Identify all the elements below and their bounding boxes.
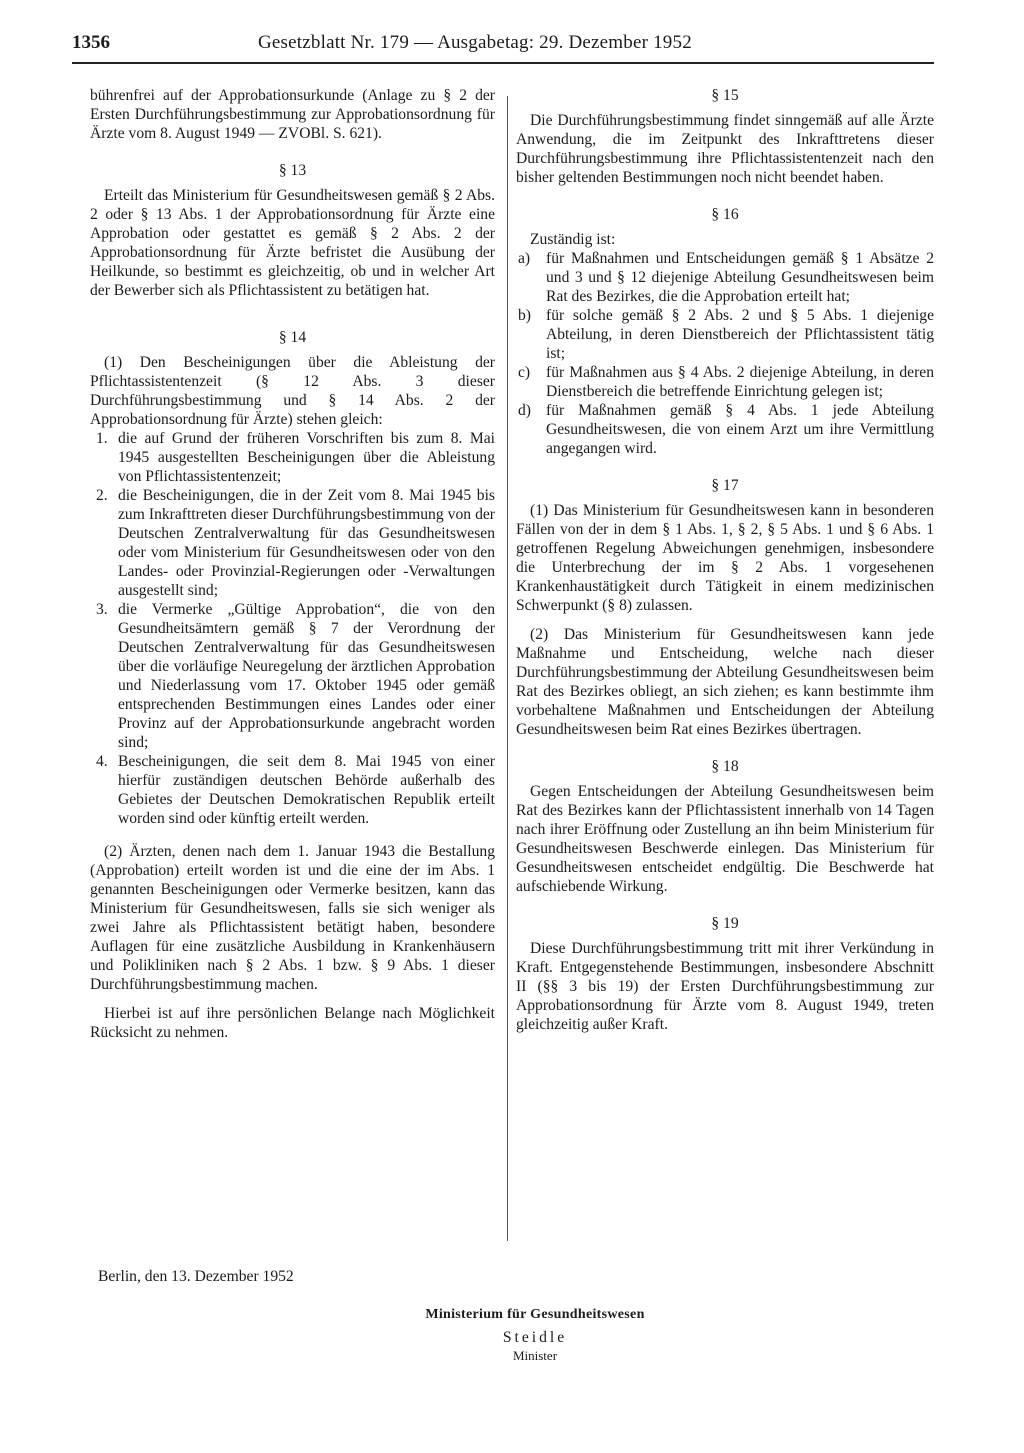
section-19-text: Diese Durchführungsbestimmung tritt mit ihrer Verkündung in Kraft. Entgegenstehende Bestimmungen, insbesondere Abschnitt II (§§ 3 bis 19) der Ersten Durchführungsbestimmung zur Approbationsordnung für Ärzte vom 8. August 1949, treten gleichzeitig außer Kraft. — [516, 940, 934, 1033]
date-line: Berlin, den 13. Dezember 1952 — [98, 1268, 294, 1285]
section-18-heading: § 18 — [711, 758, 739, 775]
section-14-paragraph-3: Hierbei ist auf ihre persönlichen Belange nach Möglichkeit Rücksicht zu nehmen. — [90, 1005, 495, 1041]
list-marker: d) — [518, 402, 531, 419]
section-17-paragraph-1: (1) Das Ministerium für Gesundheitswesen kann in besonderen Fällen von der in dem § 1 Abs. 1, § 2, § 5 Abs. 1 und § 6 Abs. 1 getroffenen Regelung Abweichungen genehmigen, insbesondere die Unterbrechung der im § 2 Abs. 1 vorgesehenen Krankenhaustätigkeit durch Tätigkeit in einem medizinischen Schwerpunkt (§ 8) zulassen. — [516, 502, 934, 614]
list-item-text: die auf Grund der früheren Vorschriften bis zum 8. Mai 1945 ausgestellten Bescheinigungen über die Ableistung von Pflichtassistentenzeit; — [118, 430, 495, 485]
list-item-text: für Maßnahmen aus § 4 Abs. 2 diejenige Abteilung, in deren Dienstbereich die betreffende Einrichtung gelegen ist; — [546, 364, 934, 400]
section-14-intro: (1) Den Bescheinigungen über die Ableistung der Pflichtassistentenzeit (§ 12 Abs. 3 dieser Durchführungsbestimmung und § 14 Abs. 2 der Approbationsordnung für Ärzte) stehen gleich: — [90, 354, 495, 428]
list-item-text: die Vermerke „Gültige Approbation“, die von den Gesundheitsämtern gemäß § 7 der Verordnung der Deutschen Zentralverwaltung für das Gesundheitswesen über die vorläufige Neuregelung der ärztlichen Approbation und Niederlassung vom 17. Oktober 1945 oder gemäß entsprechenden Bestimmungen eines Landes oder einer Provinz auf der Approbationsurkunde angebracht worden sind; — [118, 601, 495, 751]
section-17-heading: § 17 — [711, 477, 739, 494]
list-marker: c) — [518, 364, 531, 381]
list-item — [90, 486, 495, 600]
right-column — [516, 86, 934, 1034]
section-17-paragraph-2: (2) Das Ministerium für Gesundheitswesen kann jede Maßnahme und Entscheidung, welche nach dieser Durchführungsbestimmung der Abteilung Gesundheitswesen beim Rat des Bezirkes obliegt, an sich ziehen; es kann bestimmte ihm vorbehaltene Maßnahmen und Entscheidungen der Abteilung Gesundheitswesen beim Rat eines Bezirkes übertragen. — [516, 626, 934, 738]
section-16-intro: Zuständig ist: — [530, 231, 616, 248]
issue-line: Gesetzblatt Nr. 179 — Ausgabetag: 29. Dezember 1952 — [258, 32, 692, 53]
column-divider — [507, 96, 508, 1241]
list-marker: b) — [518, 307, 531, 324]
list-item — [516, 401, 934, 458]
page-header — [72, 28, 934, 64]
list-marker: a) — [518, 250, 531, 267]
ministry-name: Ministerium für Gesundheitswesen — [425, 1307, 645, 1322]
section-14-list — [90, 429, 495, 828]
section-19-heading: § 19 — [711, 915, 739, 932]
list-item — [90, 752, 495, 828]
signatory-title: Minister — [512, 1348, 558, 1363]
section-15-text: Die Durchführungsbestimmung findet sinngemäß auf alle Ärzte Anwendung, die im Zeitpunkt des Inkrafttretens dieser Durchführungsbestimmung ihre Pflichtassistentenzeit nach den bisher geltenden Bestimmungen noch nicht beendet haben. — [516, 112, 934, 186]
page-number: 1356 — [72, 32, 110, 53]
list-item-text: die Bescheinigungen, die in der Zeit vom 8. Mai 1945 bis zum Inkrafttreten dieser Durchführungsbestimmung von der Deutschen Zentralverwaltung für das Gesundheitswesen oder vom Ministerium für Gesundheitswesen oder von den Landes- oder Provinzial-Regierungen oder -Verwaltungen ausgestellt sind; — [118, 487, 495, 599]
list-marker: 3. — [96, 601, 108, 618]
section-14-paragraph-2: (2) Ärzten, denen nach dem 1. Januar 1943 die Bestallung (Approbation) erteilt worden ist und die eine der im Abs. 1 genannten Bescheinigungen oder Vermerke besitzen, kann das Ministerium für Gesundheitswesen, falls sie sich weniger als zwei Jahre als Pflichtassistent betätigt haben, besondere Auflagen für eine zusätzliche Ausbildung in Krankenhäusern und Polikliniken nach § 2 Abs. 1 bzw. § 9 Abs. 1 dieser Durchführungsbestimmung machen. — [90, 843, 495, 993]
section-16-list — [516, 249, 934, 458]
signature-block — [320, 1307, 750, 1364]
section-16-heading: § 16 — [711, 206, 739, 223]
section-13-heading: § 13 — [278, 162, 307, 179]
list-marker: 4. — [96, 753, 108, 770]
list-item-text: Bescheinigungen, die seit dem 8. Mai 1945 von einer hierfür zuständigen deutschen Behörde außerhalb des Gebietes der Deutschen Demokratischen Republik erteilt worden sind oder künftig erteilt werden. — [118, 753, 495, 827]
list-item — [516, 249, 934, 306]
list-item-text: für Maßnahmen und Entscheidungen gemäß § 1 Absätze 2 und 3 und § 12 diejenige Abteilung Gesundheitswesen beim Rat des Bezirkes, die die Approbation erteilt hat; — [546, 250, 934, 305]
left-column — [90, 86, 495, 1042]
section-13-text: Erteilt das Ministerium für Gesundheitswesen gemäß § 2 Abs. 2 oder § 13 Abs. 1 der Approbationsordnung für Ärzte eine Approbation oder gestattet es gemäß § 2 Abs. 2 der Approbationsordnung für Ärzte befristet die Ausübung der Heilkunde, so bestimmt es gleichzeitig, ob und in welcher Art der Bewerber sich als Pflichtassistent zu betätigen hat. — [90, 187, 495, 299]
list-item-text: für solche gemäß § 2 Abs. 2 und § 5 Abs. 1 diejenige Abteilung, in deren Dienstbereich der Pflichtassistent tätig ist; — [546, 307, 934, 362]
list-item — [90, 600, 495, 752]
list-item — [516, 363, 934, 401]
list-item — [90, 429, 495, 486]
list-marker: 1. — [96, 430, 108, 447]
list-marker: 2. — [96, 487, 108, 504]
section-18-text: Gegen Entscheidungen der Abteilung Gesundheitswesen beim Rat des Bezirkes kann der Pflichtassistent innerhalb von 14 Tagen nach ihrer Eröffnung oder Zustellung an ihn beim Ministerium für Gesundheitswesen Beschwerde einlegen. Das Ministerium für Gesundheitswesen entscheidet endgültig. Die Beschwerde hat aufschiebende Wirkung. — [516, 783, 934, 895]
list-item-text: für Maßnahmen gemäß § 4 Abs. 1 jede Abteilung Gesundheitswesen, die von einem Arzt um ihre Vermittlung angegangen wird. — [546, 402, 934, 457]
list-item — [516, 306, 934, 363]
continuation-paragraph: bührenfrei auf der Approbationsurkunde (Anlage zu § 2 der Ersten Durchführungsbestimmung zur Approbationsordnung für Ärzte vom 8. August 1949 — ZVOBl. S. 621). — [90, 87, 495, 142]
section-14-heading: § 14 — [278, 329, 307, 346]
signatory-name: Steidle — [502, 1329, 568, 1346]
section-15-heading: § 15 — [711, 87, 739, 104]
